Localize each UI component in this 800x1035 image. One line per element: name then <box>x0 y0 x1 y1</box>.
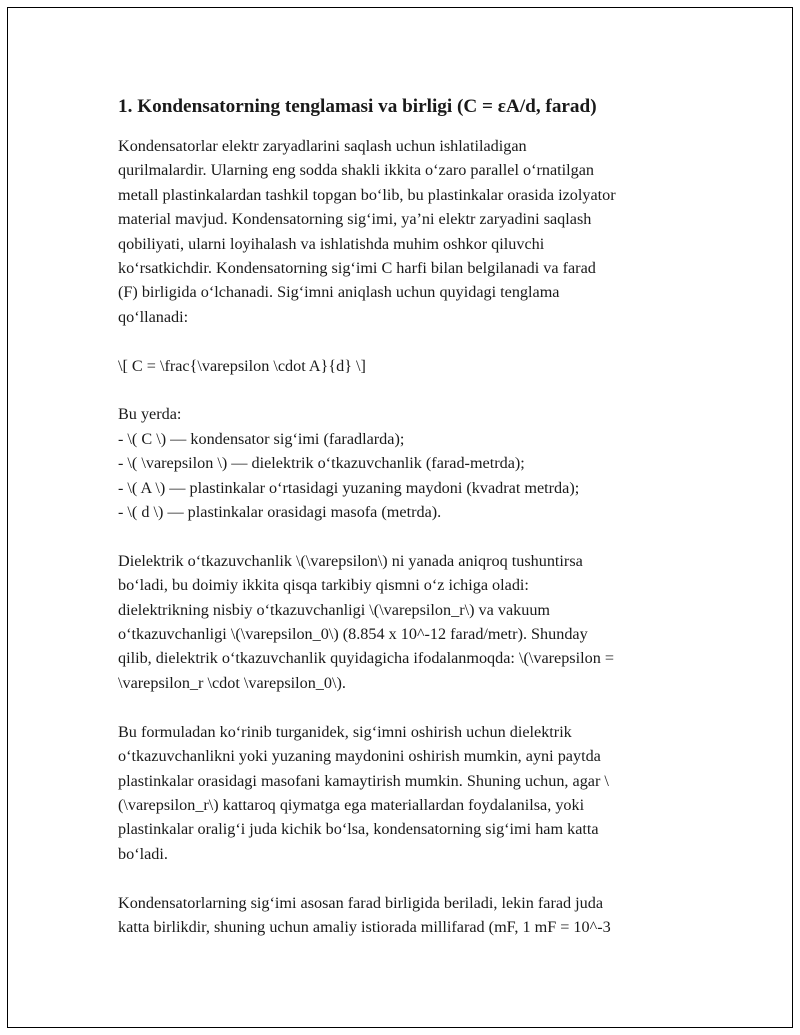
text-line: qo‘llanadi: <box>118 307 189 326</box>
text-line: - \( \varepsilon \) — dielektrik o‘tkazuvchanlik (farad-metrda); <box>118 454 525 473</box>
text-line: plastinkalar oralig‘i juda kichik bo‘lsa, kondensatorning sig‘imi ham katta <box>118 820 599 839</box>
text-line: - \( d \) — plastinkalar orasidagi masofa (metrda). <box>118 503 442 522</box>
text-line: - \( C \) — kondensator sig‘imi (faradlarda); <box>118 429 405 448</box>
text-line: Kondensatorlarning sig‘imi asosan farad birligida beriladi, lekin farad juda <box>118 893 604 912</box>
section-heading: 1. Kondensatorning tenglamasi va birligi (C = εA/d, farad) <box>118 96 597 117</box>
text-line: metall plastinkalardan tashkil topgan bo‘lib, bu plastinkalar orasida izolyator <box>118 185 616 204</box>
text-line: bo‘ladi. <box>118 844 168 863</box>
text-line: material mavjud. Kondensatorning sig‘imi, ya’ni elektr zaryadini saqlash <box>118 210 592 229</box>
text-line: (F) birligida o‘lchanadi. Sig‘imni aniqlash uchun quyidagi tenglama <box>118 283 560 302</box>
text-line: (\varepsilon_r\) kattaroq qiymatga ega materiallardan foydalanilsa, yoki <box>118 795 585 814</box>
text-line: qilib, dielektrik o‘tkazuvchanlik quyidagicha ifodalanmoqda: \(\varepsilon = <box>118 649 614 668</box>
text-line: ko‘rsatkichdir. Kondensatorning sig‘imi C harfi bilan belgilanadi va farad <box>118 259 596 278</box>
paragraph <box>118 720 690 866</box>
paragraph <box>118 549 690 695</box>
paragraph <box>118 402 690 524</box>
text-line: qurilmalardir. Ularning eng sodda shakli ikkita o‘zaro parallel o‘rnatilgan <box>118 161 595 180</box>
text-line: - \( A \) — plastinkalar o‘rtasidagi yuzaning maydoni (kvadrat metrda); <box>118 478 580 497</box>
paragraph <box>118 354 690 378</box>
paragraph <box>118 891 690 940</box>
text-line: Dielektrik o‘tkazuvchanlik \(\varepsilon\) ni yanada aniqroq tushuntirsa <box>118 551 583 570</box>
text-line: \[ C = \frac{\varepsilon \cdot A}{d} \] <box>118 356 366 375</box>
paragraph <box>118 134 690 329</box>
text-line: plastinkalar orasidagi masofani kamaytirish mumkin. Shuning uchun, agar \ <box>118 771 609 790</box>
paragraph-container <box>118 134 690 939</box>
document-body <box>118 93 690 964</box>
text-line: Bu formuladan ko‘rinib turganidek, sig‘imni oshirish uchun dielektrik <box>118 722 572 741</box>
text-line: o‘tkazuvchanlikni yoki yuzaning maydonini oshirish mumkin, ayni paytda <box>118 747 601 766</box>
text-line: dielektrikning nisbiy o‘tkazuvchanligi \(\varepsilon_r\) va vakuum <box>118 600 551 619</box>
text-line: Kondensatorlar elektr zaryadlarini saqlash uchun ishlatiladigan <box>118 137 527 155</box>
text-line: bo‘ladi, bu doimiy ikkita qisqa tarkibiy qismni o‘z ichiga oladi: <box>118 576 529 595</box>
text-line: Bu yerda: <box>118 405 182 424</box>
text-line: katta birlikdir, shuning uchun amaliy istiorada millifarad (mF, 1 mF = 10^-3 <box>118 917 611 936</box>
text-line: qobiliyati, ularni loyihalash va ishlatishda muhim oshkor qiluvchi <box>118 234 545 253</box>
text-line: \varepsilon_r \cdot \varepsilon_0\). <box>118 673 346 692</box>
text-line: o‘tkazuvchanligi \(\varepsilon_0\) (8.854 x 10^-12 farad/metr). Shunday <box>118 625 588 644</box>
